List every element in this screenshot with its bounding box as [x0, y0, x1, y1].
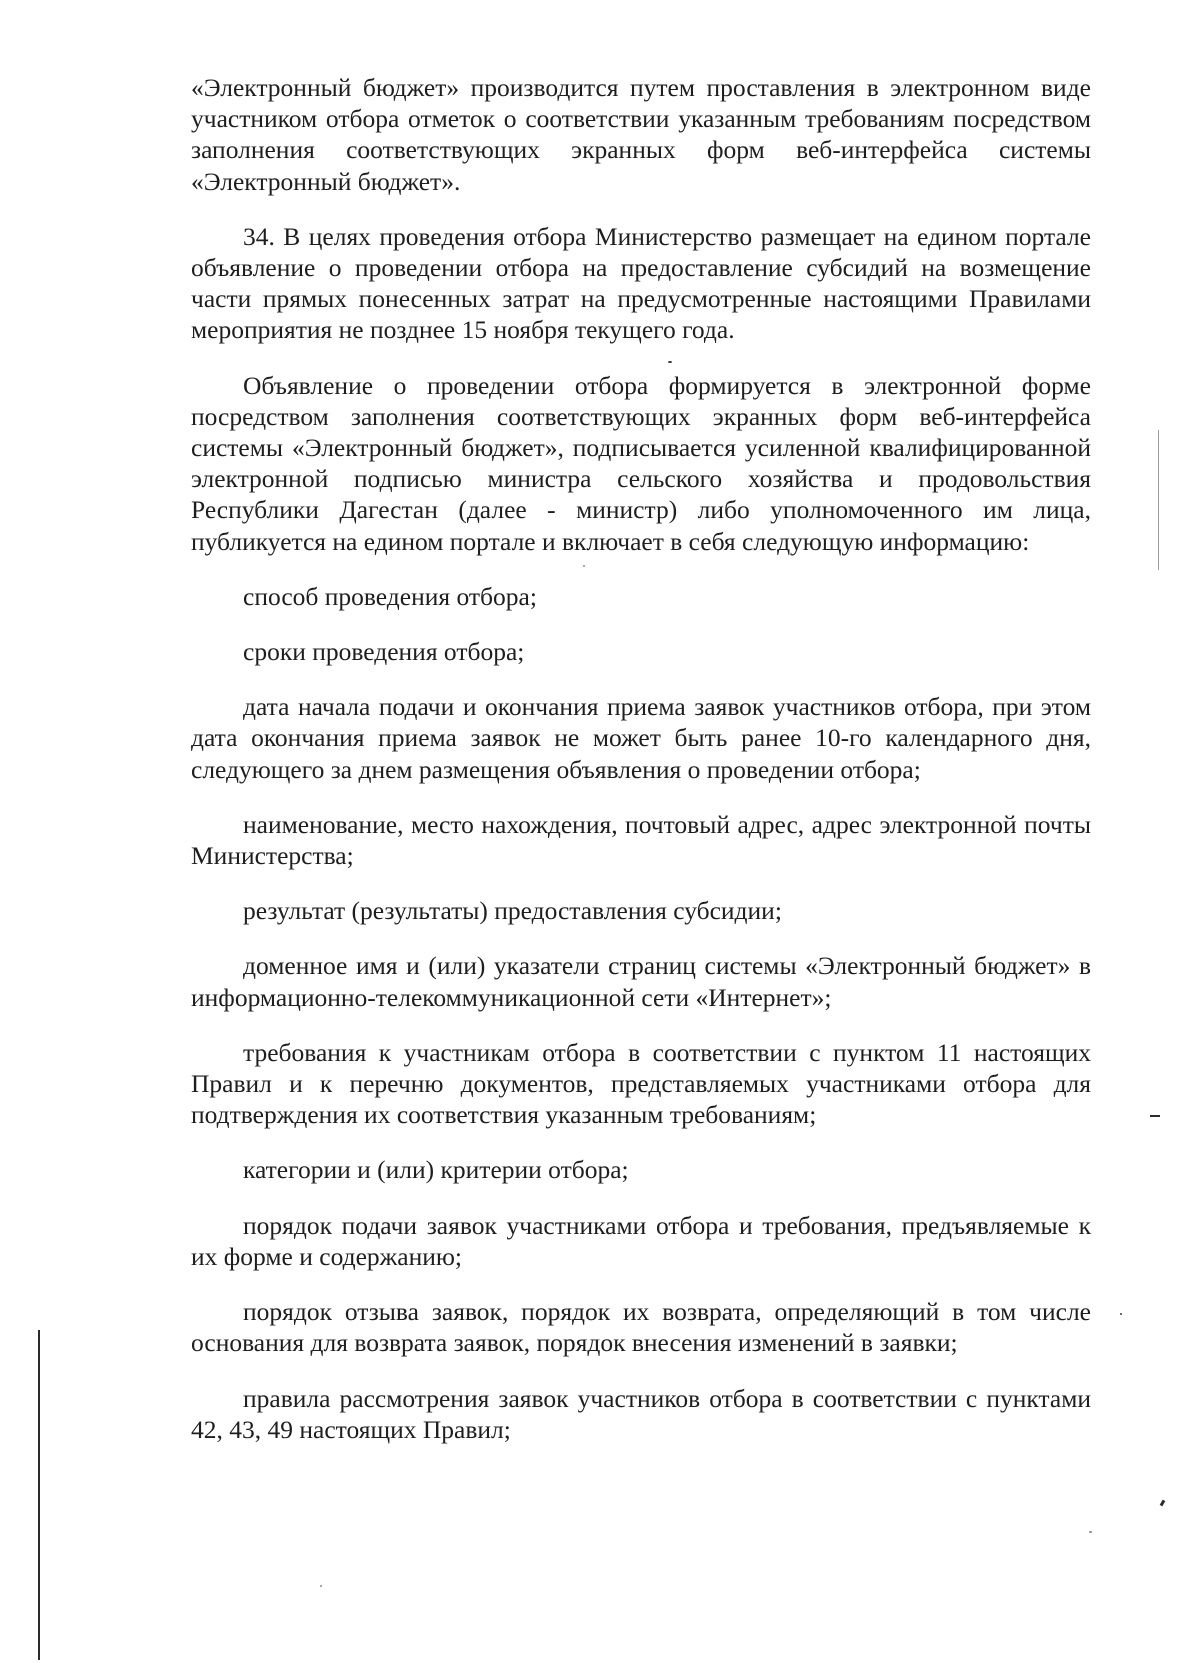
scan-artifact-dot [320, 1585, 322, 1587]
paragraph-item-34: 34. В целях проведения отбора Министерство размещает на едином портале объявление о проведении отбора на предоставление субсидий на возмещение части прямых понесенных затрат на предусмотренные настоящими Правилами мероприятия не позднее 15 ноября текущего года. [191, 221, 1091, 345]
scan-artifact-dash [1150, 1115, 1160, 1117]
scan-artifact-dot [583, 565, 585, 567]
list-item-submission-procedure: порядок подачи заявок участниками отбора и требования, предъявляемые к их форме и содержанию; [191, 1210, 1091, 1271]
scan-artifact-right-margin-line [1158, 430, 1159, 570]
paragraph-announcement: Объявление о проведении отбора формируется в электронной форме посредством заполнения соответствующих экранных форм веб-интерфейса системы «Электронный бюджет», подписывается усиленной квалифицированной электронной подписью министра сельского хозяйства и продовольствия Республики Дагестан (далее - министр) либо уполномоченного им лица, публикуется на едином портале и включает в себя следующую информацию: [191, 370, 1091, 556]
scan-artifact-dot [668, 361, 672, 363]
paragraph-continuation: «Электронный бюджет» производится путем проставления в электронном виде участником отбора отметок о соответствии указанным требованиям посредством заполнения соответствующих экранных форм веб-интерфейса системы «Электронный бюджет». [191, 73, 1091, 196]
list-item-selection-criteria: категории и (или) критерии отбора; [243, 1155, 629, 1185]
scan-artifact-left-margin-line [38, 1330, 40, 1660]
list-item-subsidy-results: результат (результаты) предоставления субсидии; [243, 896, 782, 926]
list-item-participant-requirements: требования к участникам отбора в соответствии с пунктом 11 настоящих Правил и к перечню документов, представляемых участниками отбора для подтверждения их соответствия указанным требованиям; [191, 1037, 1091, 1130]
list-item-selection-terms: сроки проведения отбора; [243, 637, 525, 667]
scan-artifact-dot [1089, 1531, 1092, 1533]
list-item-ministry-address: наименование, место нахождения, почтовый адрес, адрес электронной почты Министерства; [191, 809, 1091, 871]
list-item-domain-name: доменное имя и (или) указатели страниц системы «Электронный бюджет» в информационно-телекоммуникационной сети «Интернет»; [191, 951, 1091, 1012]
list-item-review-rules: правила рассмотрения заявок участников отбора в соответствии с пунктами 42, 43, 49 настоящих Правил; [191, 1383, 1091, 1444]
scan-artifact-tick [1160, 1500, 1166, 1507]
list-item-application-dates: дата начала подачи и окончания приема заявок участников отбора, при этом дата окончания приема заявок не может быть ранее 10-го календарного дня, следующего за днем размещения объявления о проведении отбора; [191, 692, 1091, 784]
list-item-selection-method: способ проведения отбора; [243, 581, 537, 611]
scan-artifact-dot [1120, 1313, 1122, 1315]
list-item-withdrawal-procedure: порядок отзыва заявок, порядок их возврата, определяющий в том числе основания для возврата заявок, порядок внесения изменений в заявки; [191, 1297, 1091, 1358]
document-body [191, 72, 1091, 1469]
